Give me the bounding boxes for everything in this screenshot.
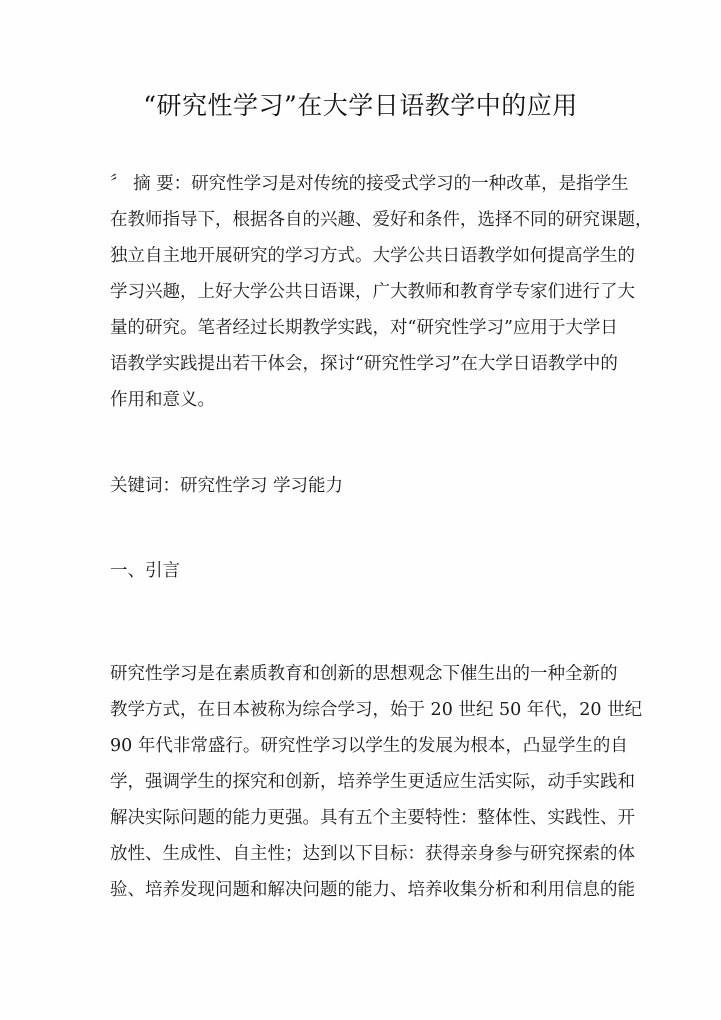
abstract-line: 语教学实践提出若干体会，探讨“研究性学习”在大学日语教学中的 [110, 354, 618, 374]
body-line: 90 年代非常盛行。研究性学习以学生的发展为根本，凸显学生的自 [110, 736, 628, 756]
abstract-line: 量的研究。笔者经过长期教学实践，对“研究性学习”应用于大学日 [110, 318, 618, 338]
abstract-line: 作用和意义。 [110, 390, 215, 410]
body-line: 教学方式，在日本被称为综合学习，始于 20 世纪 50 年代，20 世纪 [110, 700, 643, 720]
abstract-line: 独立自主地开展研究的学习方式。大学公共日语教学如何提高学生的 [110, 246, 635, 266]
abstract-line: 学习兴趣，上好大学公共日语课，广大教师和教育学专家们进行了大 [110, 282, 635, 302]
body-line: 解决实际问题的能力更强。具有五个主要特性：整体性、实践性、开 [110, 808, 635, 828]
abstract-line: 在教师指导下，根据各自的兴趣、爱好和条件，选择不同的研究课题， [110, 210, 653, 230]
keywords: 关键词：研究性学习 学习能力 [110, 476, 344, 496]
body-line: 验、培养发现问题和解决问题的能力、培养收集分析和利用信息的能 [110, 880, 635, 900]
section-heading: 一、引言 [110, 561, 180, 581]
body-line: 学，强调学生的探究和创新，培养学生更适应生活实际，动手实践和 [110, 772, 635, 792]
body-line: 研究性学习是在素质教育和创新的思想观念下催生出的一种全新的 [110, 664, 618, 684]
abstract-line: 〞 摘 要：研究性学习是对传统的接受式学习的一种改革，是指学生 [110, 174, 629, 194]
document-title: “研究性学习”在大学日语教学中的应用 [143, 91, 578, 120]
body-line: 放性、生成性、自主性；达到以下目标：获得亲身参与研究探索的体 [110, 844, 635, 864]
